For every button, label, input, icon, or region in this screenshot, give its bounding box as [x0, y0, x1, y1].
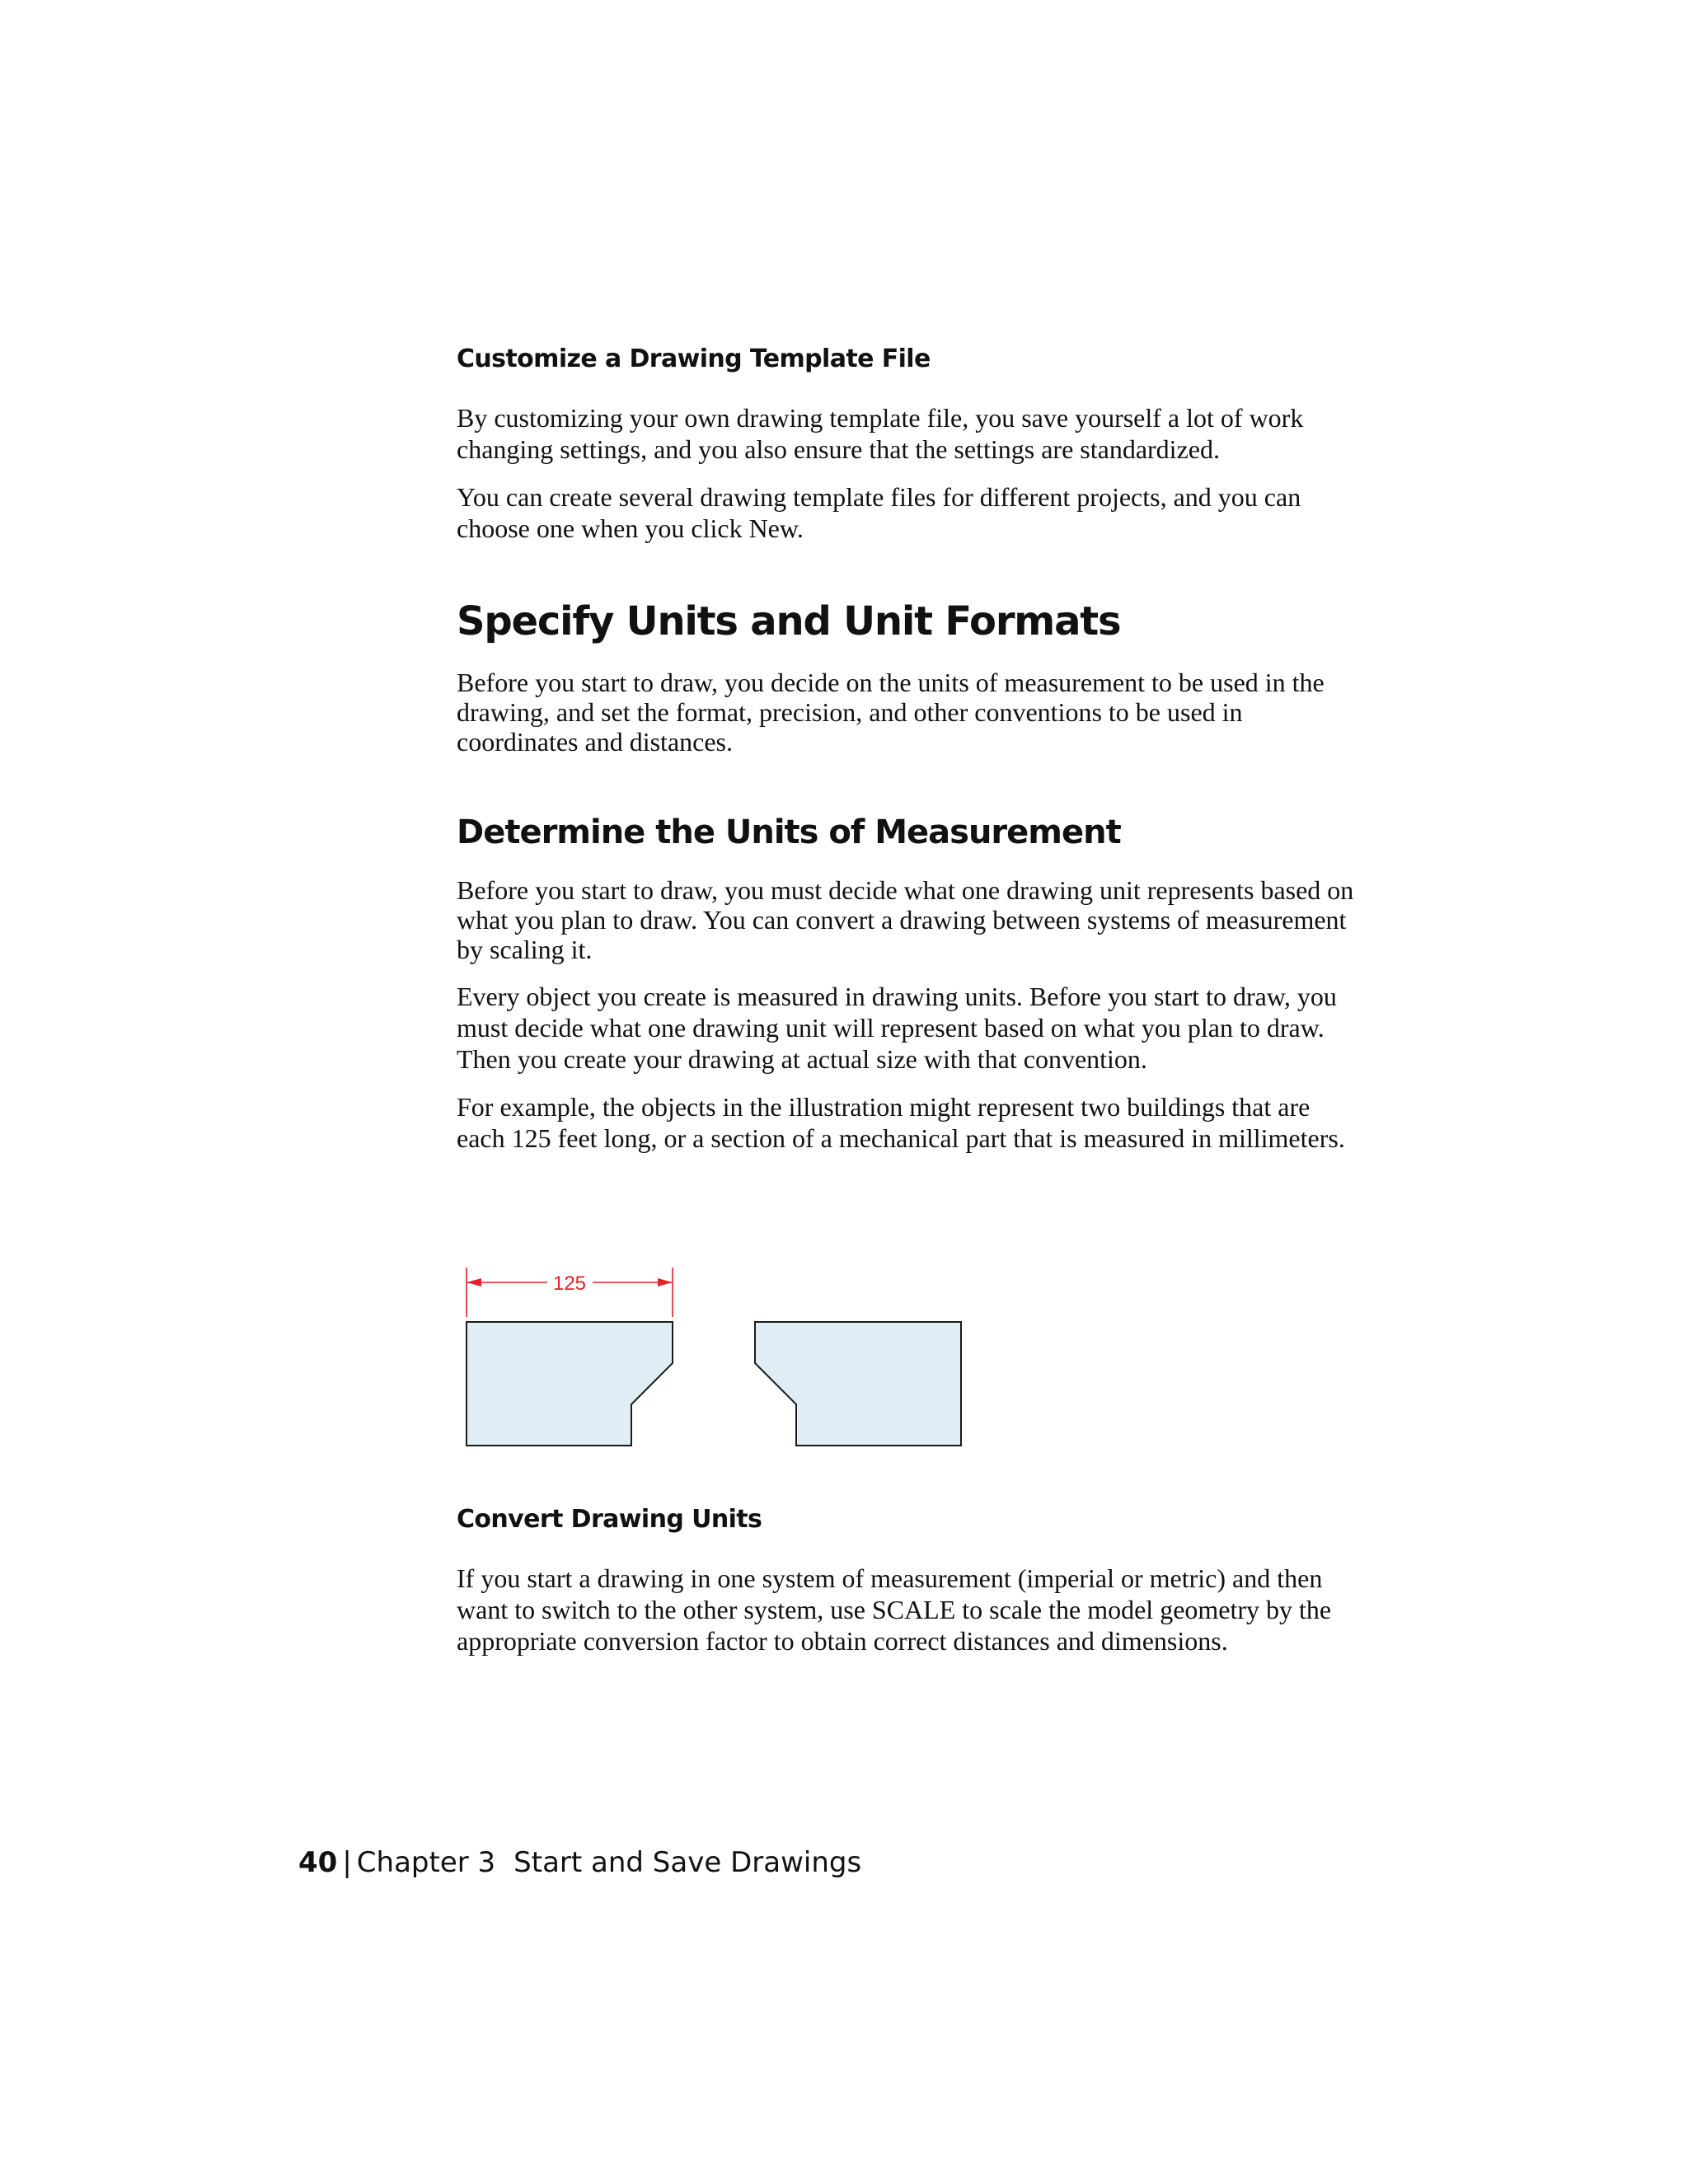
heading-specify-units: Specify Units and Unit Formats: [457, 598, 1121, 644]
dimension-arrow-left: [467, 1278, 481, 1286]
convert-section: [457, 1505, 1355, 1657]
page-number: 40: [298, 1846, 338, 1879]
paragraph-customize-2: You can create several drawing template files for different projects, and you can choose one when you click New.: [457, 482, 1301, 543]
paragraph-customize-1: By customizing your own drawing template file, you save yourself a lot of work changing settings, and you also ensure that the settings are standardized.: [457, 403, 1304, 464]
footer-separator: |: [342, 1846, 352, 1879]
page-footer: [298, 1846, 861, 1879]
heading-customize-template: Customize a Drawing Template File: [457, 344, 931, 373]
paragraph-specify-1: Before you start to draw, you decide on the units of measurement to be used in the drawing, and set the format, precision, and other conventions to be used in coordinates and distances.: [457, 667, 1325, 757]
shape-left: [467, 1322, 673, 1446]
dimension-label: 125: [552, 1272, 587, 1295]
shape-right: [755, 1322, 961, 1446]
paragraph-determine-1: Before you start to draw, you must decide what one drawing unit represents based on what you plan to draw. You can convert a drawing between systems of measurement by scaling it.: [457, 874, 1354, 964]
footer-chapter-title: Start and Save Drawings: [513, 1846, 862, 1879]
page-content: [457, 344, 1355, 1154]
dimension-annotation: [467, 1268, 673, 1317]
heading-determine-units: Determine the Units of Measurement: [457, 813, 1121, 851]
paragraph-determine-2: Every object you create is measured in drawing units. Before you start to draw, you must decide what one drawing unit will represent based on what you plan to draw. Then you create your drawing at actual size with that convention.: [457, 981, 1337, 1074]
units-illustration: [457, 1259, 984, 1457]
dimension-arrow-right: [658, 1278, 673, 1286]
heading-convert-units: Convert Drawing Units: [457, 1505, 762, 1534]
footer-chapter: Chapter 3: [356, 1846, 496, 1879]
paragraph-convert-1: If you start a drawing in one system of measurement (imperial or metric) and then want to switch to the other system, use SCALE to scale the model geometry by the appropriate conversion factor to obtain correct distances and dimensions.: [457, 1563, 1332, 1656]
paragraph-determine-3: For example, the objects in the illustration might represent two buildings that are each 125 feet long, or a section of a mechanical part that is measured in millimeters.: [457, 1091, 1345, 1153]
